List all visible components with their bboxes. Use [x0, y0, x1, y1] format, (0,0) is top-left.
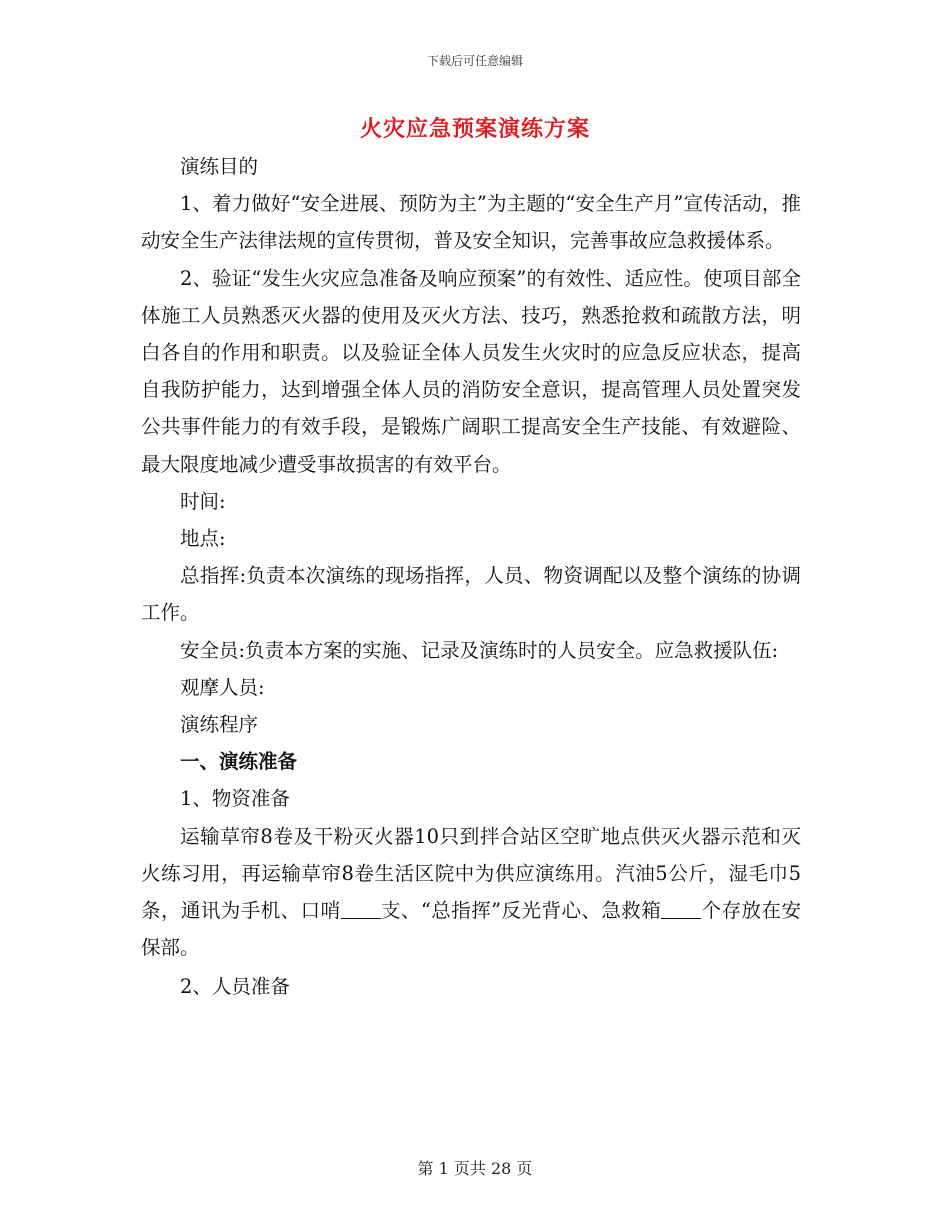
- paragraph-observers: 观摩人员:: [180, 675, 265, 699]
- paragraph-purpose-1: 1、着力做好“安全进展、预防为主”为主题的“安全生产月”宣传活动，推动安全生产法律法规的宣传贯彻，普及安全知识，完善事故应急救援体系。: [141, 192, 801, 253]
- document-title: 火灾应急预案演练方案: [359, 117, 590, 142]
- materials-text-1: 运输草帘8卷及干粉灭火器10只到拌合站区空旷地点供灭火器示范和灭火练习用，再运输草帘8卷生活区院中为供应演练用。汽油5公斤，湿毛巾5条，通讯为手机、口哨: [141, 824, 801, 923]
- section-heading-preparation: 一、演练准备: [180, 750, 298, 774]
- materials-text-2: 支、“总指挥”反光背心、急救箱: [380, 899, 662, 923]
- subheading-personnel: 2、人员准备: [180, 975, 290, 999]
- paragraph-procedure: 演练程序: [180, 713, 259, 737]
- paragraph-purpose-heading: 演练目的: [180, 155, 259, 178]
- paragraph-time: 时间:: [180, 489, 226, 513]
- paragraph-commander: 总指挥:负责本次演练的现场指挥，人员、物资调配以及整个演练的协调工作。: [141, 564, 801, 625]
- document-body: [141, 148, 801, 1006]
- header-note: 下载后可任意编辑: [426, 54, 523, 68]
- subheading-materials: 1、物资准备: [180, 787, 290, 811]
- materials-text-3: 个存放在安保部。: [141, 899, 801, 960]
- page-footer: 第 1 页共 28 页: [417, 1159, 533, 1178]
- paragraph-purpose-2: 2、验证“发生火灾应急准备及响应预案”的有效性、适应性。使项目部全体施工人员熟悉灭火器的使用及灭火方法、技巧，熟悉抢救和疏散方法，明白各自的作用和职责。以及验证全体人员发生火灾时的应急反应状态，提高自我防护能力，达到增强全体人员的消防安全意识，提高管理人员处置突发公共事件能力的有效手段，是锻炼广阔职工提高安全生产技能、有效避险、最大限度地减少遭受事故损害的有效平台。: [141, 266, 801, 476]
- paragraph-safety-officer: 安全员:负责本方案的实施、记录及演练时的人员安全。应急救援队伍:: [180, 638, 779, 662]
- paragraph-materials: [141, 818, 801, 967]
- blank-field: [341, 900, 381, 919]
- blank-field: [661, 900, 701, 919]
- paragraph-location: 地点:: [180, 527, 226, 551]
